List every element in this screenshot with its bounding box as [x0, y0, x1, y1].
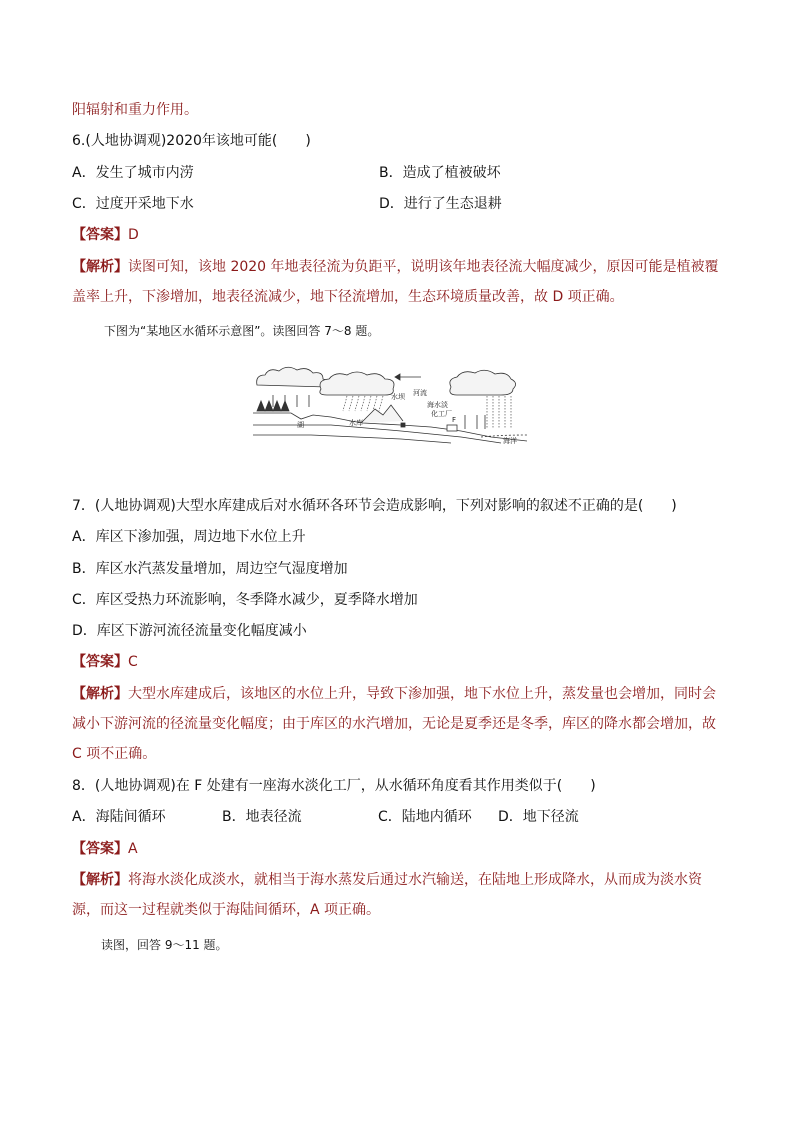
q8-option-c: C．陆地内循环	[378, 809, 472, 825]
q7-analysis-line-3: C 项不正确。	[72, 746, 157, 762]
q8-analysis-text-1: 将海水淡化成淡水，就相当于海水蒸发后通过水汽输送，在陆地上形成降水，从而成为淡水资	[128, 872, 702, 888]
q7-option-a: A．库区下渗加强，周边地下水位上升	[72, 529, 306, 545]
q6-analysis-line-1	[72, 258, 719, 276]
q7-answer	[72, 653, 138, 671]
q8-answer	[72, 840, 138, 858]
q7-analysis-text-1: 大型水库建成后，该地区的水位上升，导致下渗加强，地下水位上升，蒸发量也会增加，同时会	[128, 686, 716, 702]
q7-analysis-line-1	[72, 685, 716, 703]
cloud-middle	[320, 372, 394, 395]
q6-analysis-line-2: 盖率上升，下渗增加，地表径流减少，地下径流增加，生态环境质量改善，故 D 项正确。	[72, 289, 624, 305]
q8-analysis-line-1	[72, 871, 702, 889]
q6-option-b: B．造成了植被破坏	[379, 165, 501, 181]
answer-label: 【答案】	[72, 227, 128, 243]
q6-stem: 6.(人地协调观)2020年该地可能( )	[72, 133, 311, 149]
q8-answer-value: A	[128, 841, 138, 857]
q7-stem: 7．(人地协调观)大型水库建成后对水循环各环节会造成影响，下列对影响的叙述不正确的是( )	[72, 498, 677, 514]
q6-option-c: C．过度开采地下水	[72, 196, 194, 212]
q6-answer-value: D	[128, 227, 139, 243]
label-desal-1: 海水淡	[427, 401, 448, 409]
q8-analysis-line-2: 源，而这一过程就类似于海陆间循环，A 项正确。	[72, 902, 381, 918]
q7-option-c: C．库区受热力环流影响，冬季降水减少，夏季降水增加	[72, 592, 418, 608]
q8-option-a: A．海陆间循环	[72, 809, 166, 825]
label-lake: 湖	[297, 421, 304, 429]
analysis-label: 【解析】	[72, 259, 128, 275]
q6-analysis-text-1: 读图可知，该地 2020 年地表径流为负距平，说明该年地表径流大幅度减少，原因可能是植被覆	[128, 259, 719, 275]
label-ocean: 海洋	[503, 437, 517, 445]
tail-caption: 读图，回答 9～11 题。	[101, 938, 228, 952]
q6-option-a: A．发生了城市内涝	[72, 165, 194, 181]
answer-label: 【答案】	[72, 841, 128, 857]
q8-option-b: B．地表径流	[222, 809, 302, 825]
water-cycle-diagram	[251, 365, 528, 445]
intro-tail-text: 阳辐射和重力作用。	[72, 102, 198, 118]
label-dam: 水坝	[391, 393, 405, 401]
q6-answer	[72, 226, 139, 244]
label-f: F	[452, 416, 457, 424]
label-river: 河流	[413, 389, 427, 397]
q8-stem: 8．(人地协调观)在 F 处建有一座海水淡化工厂，从水循环角度看其作用类似于( )	[72, 778, 596, 794]
analysis-label: 【解析】	[72, 686, 128, 702]
figure-caption: 下图为“某地区水循环示意图”。读图回答 7～8 题。	[104, 324, 380, 338]
q6-option-d: D．进行了生态退耕	[379, 196, 502, 212]
cloud-right	[450, 370, 516, 395]
label-reservoir: 水库	[349, 419, 363, 427]
analysis-label: 【解析】	[72, 872, 128, 888]
q7-analysis-line-2: 减小下游河流的径流量变化幅度；由于库区的水汽增加，无论是夏季还是冬季，库区的降水都会增加，故	[72, 716, 716, 732]
answer-label: 【答案】	[72, 654, 128, 670]
q7-option-b: B．库区水汽蒸发量增加，周边空气湿度增加	[72, 561, 348, 577]
label-desal-2: 化工厂	[431, 410, 452, 418]
q8-option-d: D．地下径流	[498, 809, 579, 825]
q7-option-d: D．库区下游河流径流量变化幅度减小	[72, 623, 307, 639]
q7-answer-value: C	[128, 654, 138, 670]
cloud-left	[257, 367, 329, 387]
